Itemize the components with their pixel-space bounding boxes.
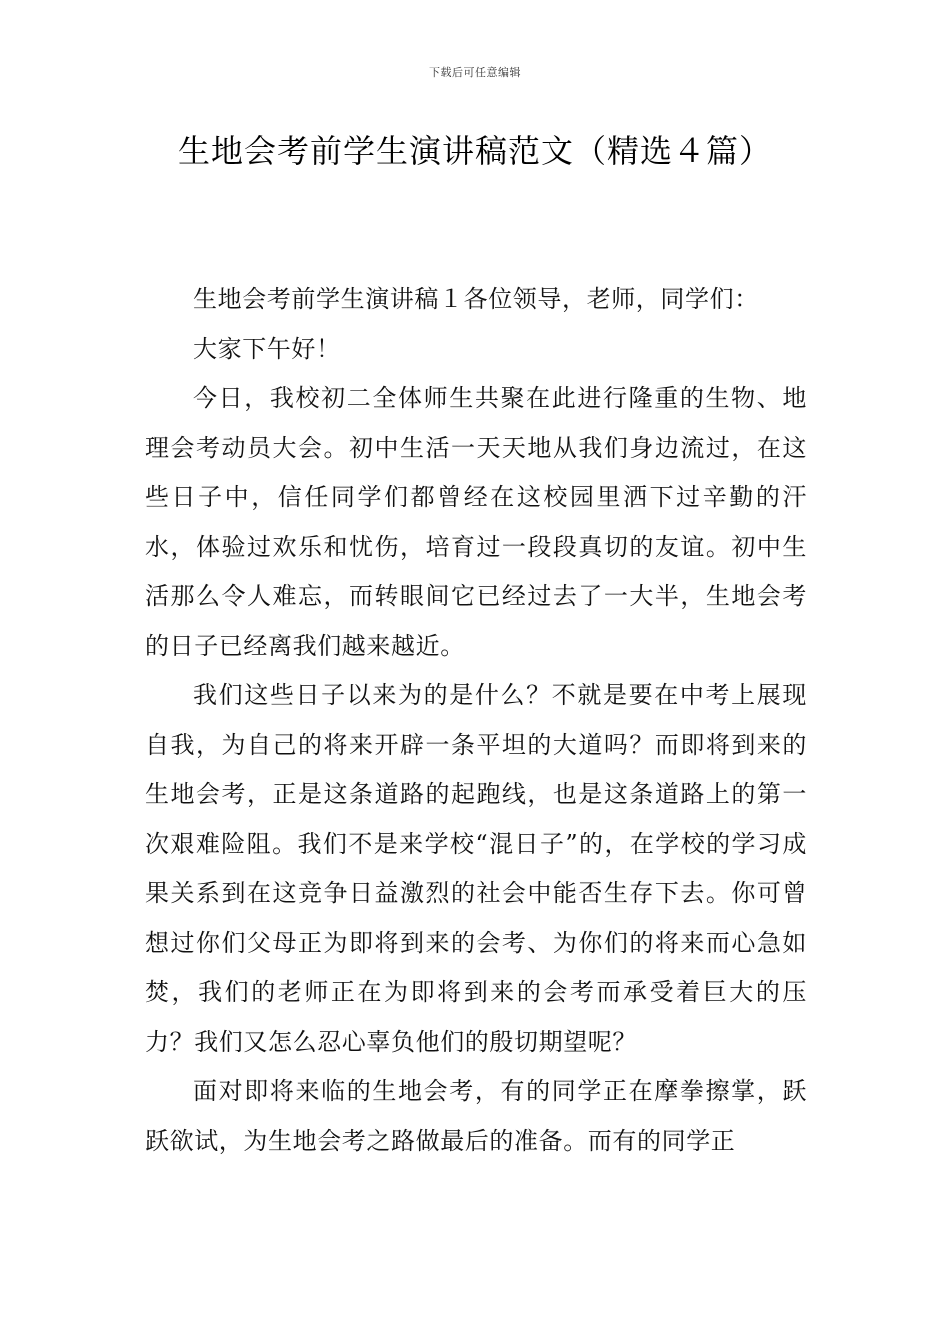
paragraph-body: 面对即将来临的生地会考，有的同学正在摩拳擦掌，跃跃欲试，为生地会考之路做最后的准备。而有的同学正: [145, 1077, 807, 1155]
paragraph-greeting: 大家下午好！: [193, 334, 341, 363]
paragraph-body: 今日，我校初二全体师生共聚在此进行隆重的生物、地理会考动员大会。初中生活一天天地从我们身边流过，在这些日子中，信任同学们都曾经在这校园里洒下过辛勤的汗水，体验过欢乐和忧伤，培育过一段段真切的友谊。初中生活那么令人难忘，而转眼间它已经过去了一大半，生地会考的日子已经离我们越来越近。: [145, 384, 807, 660]
paragraph-salutation: 生地会考前学生演讲稿１各位领导，老师，同学们：: [193, 285, 759, 313]
paragraph-body: 我们这些日子以来为的是什么？不就是要在中考上展现自我，为自己的将来开辟一条平坦的大道吗？而即将到来的生地会考，正是这条道路的起跑线，也是这条道路上的第一次艰难险阻。我们不是来学校“混日子”的，在学校的学习成果关系到在这竞争日益激烈的社会中能否生存下去。你可曾想过你们父母正为即将到来的会考、为你们的将来而心急如焚，我们的老师正在为即将到来的会考而承受着巨大的压力？我们又怎么忍心辜负他们的殷切期望呢？: [145, 681, 807, 1056]
header-note: 下载后可任意编辑: [429, 66, 521, 79]
document-body: [145, 275, 807, 1166]
document-title: 生地会考前学生演讲稿范文（精选４篇）: [177, 132, 772, 170]
